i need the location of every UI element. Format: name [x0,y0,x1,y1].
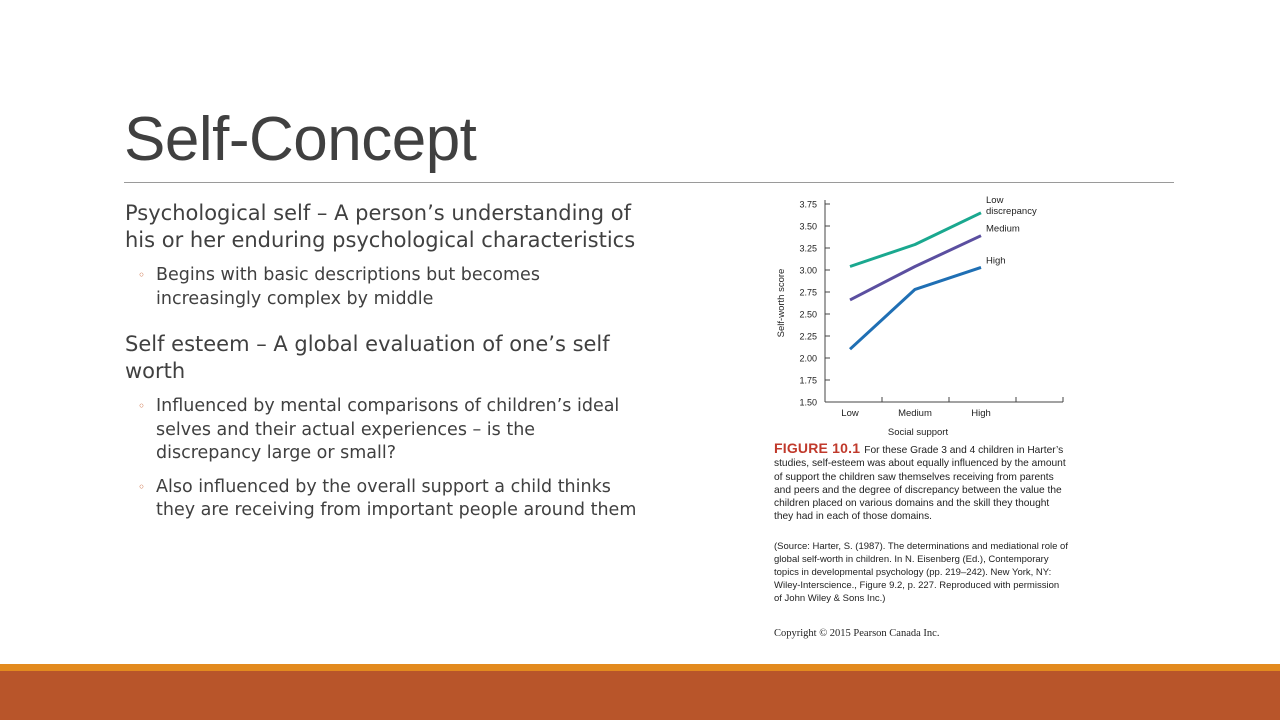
x-tick-label: High [971,408,991,419]
bullet-circle-icon: ◦ [138,268,146,282]
series-line [850,267,981,349]
sub-bullet-mental-comparisons [125,395,645,466]
y-tick-label: 3.00 [799,265,817,276]
series-label: High [986,255,1006,267]
title-divider [124,182,1174,183]
sub-bullet-text: Influenced by mental comparisons of children’s ideal selves and their actual experiences – is the discrepancy large or small? [156,396,620,463]
series-label: Medium [986,223,1020,235]
sub-bullet-overall-support [125,476,645,523]
x-tick-label: Medium [898,408,932,419]
x-axis-label: Social support [887,427,949,438]
figure-source: (Source: Harter, S. (1987). The determinations and mediational role of global self-worth in children. In N. Eisenberg (Ed.), Contemporary topics in developmental psychology (pp. 219–242). New York, NY: Wiley-Interscience., Figure 9.2, p. 227. Reproduced with permission of John Wiley & Sons Inc.) [774,541,1068,604]
series-line [850,213,981,267]
y-tick-label: 2.75 [799,287,817,298]
figure-caption [774,442,1068,524]
y-tick-label: 3.50 [799,221,817,232]
y-tick-label: 1.50 [799,397,817,408]
y-tick-label: 2.50 [799,309,817,320]
slide-body [125,200,645,533]
y-tick-label: 2.00 [799,353,817,364]
y-axis-label: Self-worth score [776,268,787,338]
figure-caption-text: For these Grade 3 and 4 children in Harter’s studies, self-esteem was about equally influenced by the amount of support the children saw themselves receiving from parents and peers and the degree of discrepancy between the value the children placed on various domains and the skill they thought they had in each of those domains. [774,445,1066,523]
footer-bar [0,671,1280,720]
y-tick-label: 3.25 [799,243,817,254]
series-label: Low [986,194,1004,206]
bullet-circle-icon: ◦ [138,399,146,413]
bullet-circle-icon: ◦ [138,479,146,494]
sub-bullet-descriptions [125,264,645,311]
y-tick-label: 1.75 [799,375,817,386]
series-label: discrepancy [986,205,1037,217]
y-tick-label: 3.75 [799,199,817,210]
bullet-psychological-self: Psychological self – A person’s understanding of his or her enduring psychological characteristics [125,201,636,252]
figure-label: FIGURE 10.1 [774,440,861,456]
slide-title: Self-Concept [124,105,477,174]
sub-bullet-text: Also influenced by the overall support a child thinks they are receiving from important people around them [156,476,637,520]
figure-10-1 [760,190,1080,650]
y-tick-label: 2.25 [799,331,817,342]
x-tick-label: Low [841,408,859,419]
footer-accent-line [0,664,1280,671]
figure-copyright: Copyright © 2015 Pearson Canada Inc. [774,628,940,639]
self-worth-line-chart [760,190,1080,440]
bullet-self-esteem: Self esteem – A global evaluation of one’s self worth [125,332,610,383]
sub-bullet-text: Begins with basic descriptions but becomes increasingly complex by middle [156,265,540,309]
